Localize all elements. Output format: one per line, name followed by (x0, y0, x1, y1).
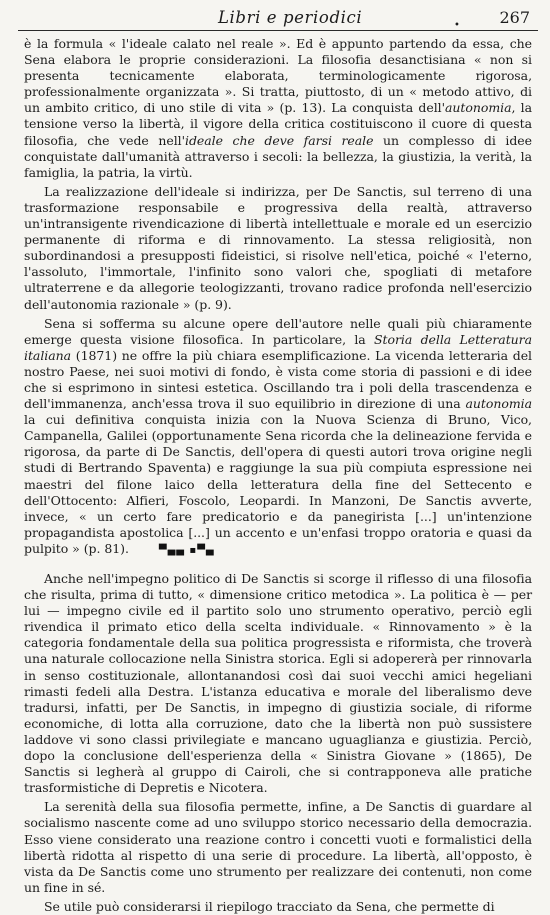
paragraph-1: è la formula « l'ideale calato nel reale ». Ed è appunto partendo da essa, che Sena elabora le proprie considerazioni. La filosofia desanctisiana « non si presenta tecnicamente elaborata, terminologicamente rigorosa, professionalmente organizzata ». Si tratta, piuttosto, di un « metodo attivo, di un ambito critico, di uno stile di vita » (p. 13). La conquista dell'autonomia, la tensione verso la libertà, il vigore della critica costituiscono il cuore di questa filosofia, che vede nell'ideale che deve farsi reale un complesso di idee conquistate dall'umanità attraverso i secoli: la bellezza, la giustizia, la verità, la famiglia, la patria, la virtù. (24, 36, 532, 180)
print-artifact: ▀▄▄ ▪▀▄ (158, 544, 215, 556)
section-title: Libri e periodici (218, 8, 363, 27)
paragraph-2: La realizzazione dell'ideale si indirizza, per De Sanctis, sul terreno di una trasformazione responsabile e progressiva della realtà, attraverso un'intransigente rivendicazione di libertà intellettuale e morale ed un esercizio permanente di riforma e di rinnovamento. La stessa religiosità, non subordinandosi a presupposti fideistici, si risolve nell'etica, poiché « l'eterno, l'assoluto, l'immortale, l'infinito sono valori che, spogliati di metafore ultraterrene e da allegorie teologizzanti, trovano radice profonda nell'esercizio dell'autonomia razionale » (p. 9). (24, 183, 532, 312)
running-header (18, 6, 538, 31)
page-body (24, 36, 533, 914)
header-mark: • (454, 20, 460, 31)
paragraph-6: Se utile può considerarsi il riepilogo tracciato da Sena, che permette di (44, 898, 495, 914)
paragraph-4: Anche nell'impegno politico di De Sanctis si scorge il riflesso di una filosofia che risulta, prima di tutto, « dimensione critico metodica ». La politica è — per lui — impegno civile ed il partito solo uno strumento operativo, perciò egli rivendica il primato etico della scelta individuale. « Rinnovamento » è la categoria fondamentale della sua politica progressista e riformista, che troverà una naturale collocazione nella Sinistra storica. Egli si adopererà per rinnovarla in senso costituzionale, allontanandosi così dai suoi vecchi amici hegeliani rimasti fedeli alla Destra. L'istanza educativa e morale del liberalismo deve tradursi, infatti, per De Sanctis, in impegno di giustizia sociale, di riforme economiche, di lotta alla corruzione, dato che la libertà non può sussistere laddove vi sono classi privilegiate e mancano uguaglianza e giustizia. Perciò, dopo la conclusione dell'esperienza della « Sinistra Giovane » (1865), De Sanctis si legherà al gruppo di Cairoli, che si contrapponeva alle pratiche trasformistiche di Depretis e Nicotera. (24, 571, 532, 796)
page-number: 267 (499, 8, 530, 27)
paragraph-3: Sena si sofferma su alcune opere dell'autore nelle quali più chiaramente emerge questa visione filosofica. In particolare, la Storia della Letteratura italiana (1871) ne offre la più chiara esemplificazione. La vicenda letteraria del nostro Paese, nei suoi motivi di fondo, è vista come storia di passioni e di idee che si esprimono in sintesi estetica. Oscillando tra i poli della trascendenza e dell'immanenza, anch'essa trova il suo equilibrio in direzione di una autonomia la cui definitiva conquista inizia con la Nuova Scienza di Bruno, Vico, Campanella, Galilei (opportunamente Sena ricorda che la delineazione fervida e rigorosa, da parte di De Sanctis, dell'opera di questi autori trova origine negli studi di Bertrando Spaventa) e raggiunge la sua più compiuta espressione nei maestri del filone laico della letteratura della fine del Settecento e dell'Ottocento: Alfieri, Foscolo, Leopardi. In Manzoni, De Sanctis avverte, invece, « un certo fare predicatorio e da panegirista [...] un'intenzione propagandista apostolica [...] un accento e un'enfasi troppo oratoria e quasi da pulpito » (p. 81). ▀▄▄ ▪▀▄ (24, 316, 532, 559)
paragraph-5: La serenità della sua filosofia permette, infine, a De Sanctis di guardare al socialismo nascente come ad uno sviluppo storico necessario della democrazia. Esso viene considerato una reazione contro i concetti vuoti e formalistici della libertà ridotta al rispetto di una serie di procedure. La libertà, all'opposto, è vista da De Sanctis come uno strumento per realizzare dei contenuti, non come un fine in sé. (24, 799, 532, 895)
